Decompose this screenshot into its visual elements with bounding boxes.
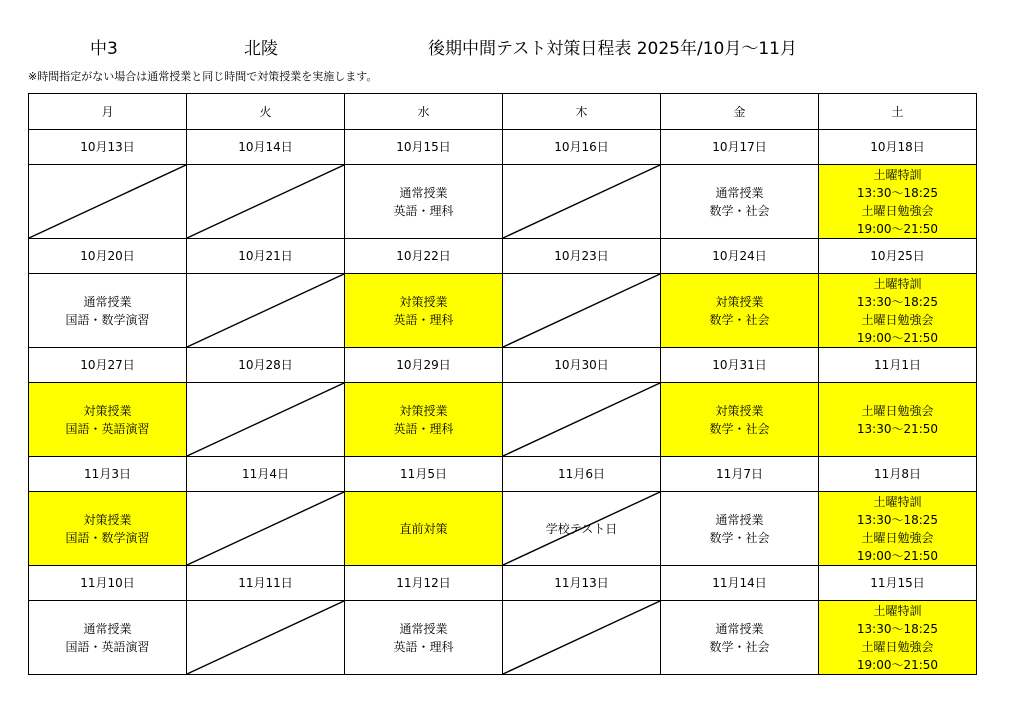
class-cell — [29, 274, 187, 348]
cell-text: 通常授業 — [83, 294, 132, 309]
cell-text: 19:00～21:50 — [856, 221, 939, 236]
time-note: ※時間指定がない場合は通常授業と同じ時間で対策授業を実施します。 — [28, 70, 378, 83]
class-cell — [819, 601, 977, 675]
no-class-cell — [503, 383, 661, 457]
class-cell — [661, 383, 819, 457]
class-cell — [345, 383, 503, 457]
no-class-cell — [503, 274, 661, 348]
cell-text: 13:30～18:25 — [856, 185, 939, 200]
date-cell: 11月7日 — [661, 457, 819, 492]
schedule-body — [29, 94, 977, 675]
cell-text: 通常授業 — [715, 185, 764, 200]
class-cell — [345, 165, 503, 239]
date-row — [29, 566, 977, 601]
date-row — [29, 457, 977, 492]
no-class-cell — [187, 492, 345, 566]
diagonal-slash — [187, 165, 344, 238]
cell-text: 対策授業 — [399, 403, 448, 418]
diagonal-slash — [503, 601, 660, 674]
no-class-cell — [29, 165, 187, 239]
diagonal-slash — [187, 492, 344, 565]
cell-text: 19:00～21:50 — [856, 657, 939, 672]
cell-text: 通常授業 — [715, 512, 764, 527]
date-cell: 11月1日 — [819, 348, 977, 383]
weekday-cell: 水 — [345, 94, 503, 130]
class-cell — [819, 492, 977, 566]
date-row — [29, 130, 977, 165]
schedule-title: 後期中間テスト対策日程表 2025年/10月～11月 — [428, 39, 797, 59]
diagonal-slash — [503, 274, 660, 347]
weekday-cell: 土 — [819, 94, 977, 130]
class-cell — [29, 383, 187, 457]
cell-text: 数学・社会 — [709, 312, 770, 327]
school-label: 北陵 — [244, 39, 278, 59]
cell-text: 対策授業 — [715, 294, 764, 309]
date-cell: 10月29日 — [345, 348, 503, 383]
diagonal-slash — [503, 165, 660, 238]
schedule-row — [29, 274, 977, 348]
cell-text: 数学・社会 — [709, 530, 770, 545]
cell-text: 土曜日勉強会 — [861, 403, 934, 418]
cell-text: 土曜特訓 — [873, 494, 922, 509]
date-cell: 10月21日 — [187, 239, 345, 274]
date-cell: 11月6日 — [503, 457, 661, 492]
date-cell: 11月11日 — [187, 566, 345, 601]
cell-text: 土曜特訓 — [873, 167, 922, 182]
cell-text: 数学・社会 — [709, 639, 770, 654]
cell-text: 通常授業 — [399, 621, 448, 636]
date-cell: 10月17日 — [661, 130, 819, 165]
schedule-row — [29, 601, 977, 675]
cell-text: 土曜特訓 — [873, 276, 922, 291]
diagonal-slash — [503, 383, 660, 456]
cell-text: 国語・英語演習 — [65, 639, 150, 654]
schedule-row — [29, 383, 977, 457]
class-cell — [819, 383, 977, 457]
date-cell: 11月12日 — [345, 566, 503, 601]
cell-text: 国語・数学演習 — [65, 530, 150, 545]
diagonal-slash — [29, 165, 186, 238]
date-cell: 11月15日 — [819, 566, 977, 601]
weekday-cell: 月 — [29, 94, 187, 130]
test-day-cell — [503, 492, 661, 566]
date-cell: 10月16日 — [503, 130, 661, 165]
cell-text: 対策授業 — [715, 403, 764, 418]
class-cell — [345, 274, 503, 348]
cell-text: 13:30～18:25 — [856, 621, 939, 636]
cell-text: 英語・理科 — [393, 312, 454, 327]
cell-text: 土曜日勉強会 — [861, 203, 934, 218]
cell-text: 土曜日勉強会 — [861, 312, 934, 327]
cell-text: 土曜日勉強会 — [861, 639, 934, 654]
class-cell — [661, 492, 819, 566]
cell-text: 国語・英語演習 — [65, 421, 150, 436]
no-class-cell — [187, 274, 345, 348]
cell-text: 13:30～21:50 — [856, 421, 939, 436]
weekday-cell: 金 — [661, 94, 819, 130]
date-row — [29, 348, 977, 383]
cell-text: 通常授業 — [83, 621, 132, 636]
diagonal-slash — [187, 274, 344, 347]
date-cell: 10月15日 — [345, 130, 503, 165]
diagonal-slash — [187, 601, 344, 674]
weekday-cell: 火 — [187, 94, 345, 130]
no-class-cell — [187, 383, 345, 457]
grade-label: 中3 — [90, 39, 118, 59]
cell-text: 学校テスト日 — [545, 521, 618, 536]
date-row — [29, 239, 977, 274]
cell-text: 13:30～18:25 — [856, 294, 939, 309]
no-class-cell — [187, 165, 345, 239]
date-cell: 11月5日 — [345, 457, 503, 492]
date-cell: 10月18日 — [819, 130, 977, 165]
cell-text: 英語・理科 — [393, 639, 454, 654]
no-class-cell — [503, 165, 661, 239]
schedule-row — [29, 492, 977, 566]
date-cell: 11月14日 — [661, 566, 819, 601]
cell-text: 対策授業 — [399, 294, 448, 309]
date-cell: 10月28日 — [187, 348, 345, 383]
date-cell: 11月8日 — [819, 457, 977, 492]
cell-text: 通常授業 — [399, 185, 448, 200]
diagonal-slash — [187, 383, 344, 456]
class-cell — [819, 165, 977, 239]
date-cell: 11月4日 — [187, 457, 345, 492]
no-class-cell — [503, 601, 661, 675]
date-cell: 10月22日 — [345, 239, 503, 274]
cell-text: 19:00～21:50 — [856, 330, 939, 345]
schedule-row — [29, 165, 977, 239]
date-cell: 10月31日 — [661, 348, 819, 383]
cell-text: 英語・理科 — [393, 421, 454, 436]
no-class-cell — [187, 601, 345, 675]
cell-text: 直前対策 — [399, 521, 448, 536]
date-cell: 11月10日 — [29, 566, 187, 601]
cell-text: 数学・社会 — [709, 203, 770, 218]
date-cell: 10月24日 — [661, 239, 819, 274]
cell-text: 13:30～18:25 — [856, 512, 939, 527]
cell-text: 対策授業 — [83, 512, 132, 527]
cell-text: 土曜日勉強会 — [861, 530, 934, 545]
date-cell: 10月27日 — [29, 348, 187, 383]
class-cell — [661, 601, 819, 675]
class-cell — [819, 274, 977, 348]
cell-text: 土曜特訓 — [873, 603, 922, 618]
date-cell: 11月3日 — [29, 457, 187, 492]
date-cell: 10月14日 — [187, 130, 345, 165]
class-cell — [345, 492, 503, 566]
date-cell: 11月13日 — [503, 566, 661, 601]
cell-text: 19:00～21:50 — [856, 548, 939, 563]
date-cell: 10月30日 — [503, 348, 661, 383]
class-cell — [345, 601, 503, 675]
cell-text: 英語・理科 — [393, 203, 454, 218]
date-cell: 10月20日 — [29, 239, 187, 274]
class-cell — [661, 274, 819, 348]
class-cell — [661, 165, 819, 239]
cell-text: 対策授業 — [83, 403, 132, 418]
cell-text: 国語・数学演習 — [65, 312, 150, 327]
class-cell — [29, 492, 187, 566]
cell-text: 数学・社会 — [709, 421, 770, 436]
class-cell — [29, 601, 187, 675]
weekday-cell: 木 — [503, 94, 661, 130]
weekday-header-row — [29, 94, 977, 130]
schedule-table — [28, 93, 977, 675]
cell-text: 通常授業 — [715, 621, 764, 636]
date-cell: 10月13日 — [29, 130, 187, 165]
date-cell: 10月25日 — [819, 239, 977, 274]
date-cell: 10月23日 — [503, 239, 661, 274]
